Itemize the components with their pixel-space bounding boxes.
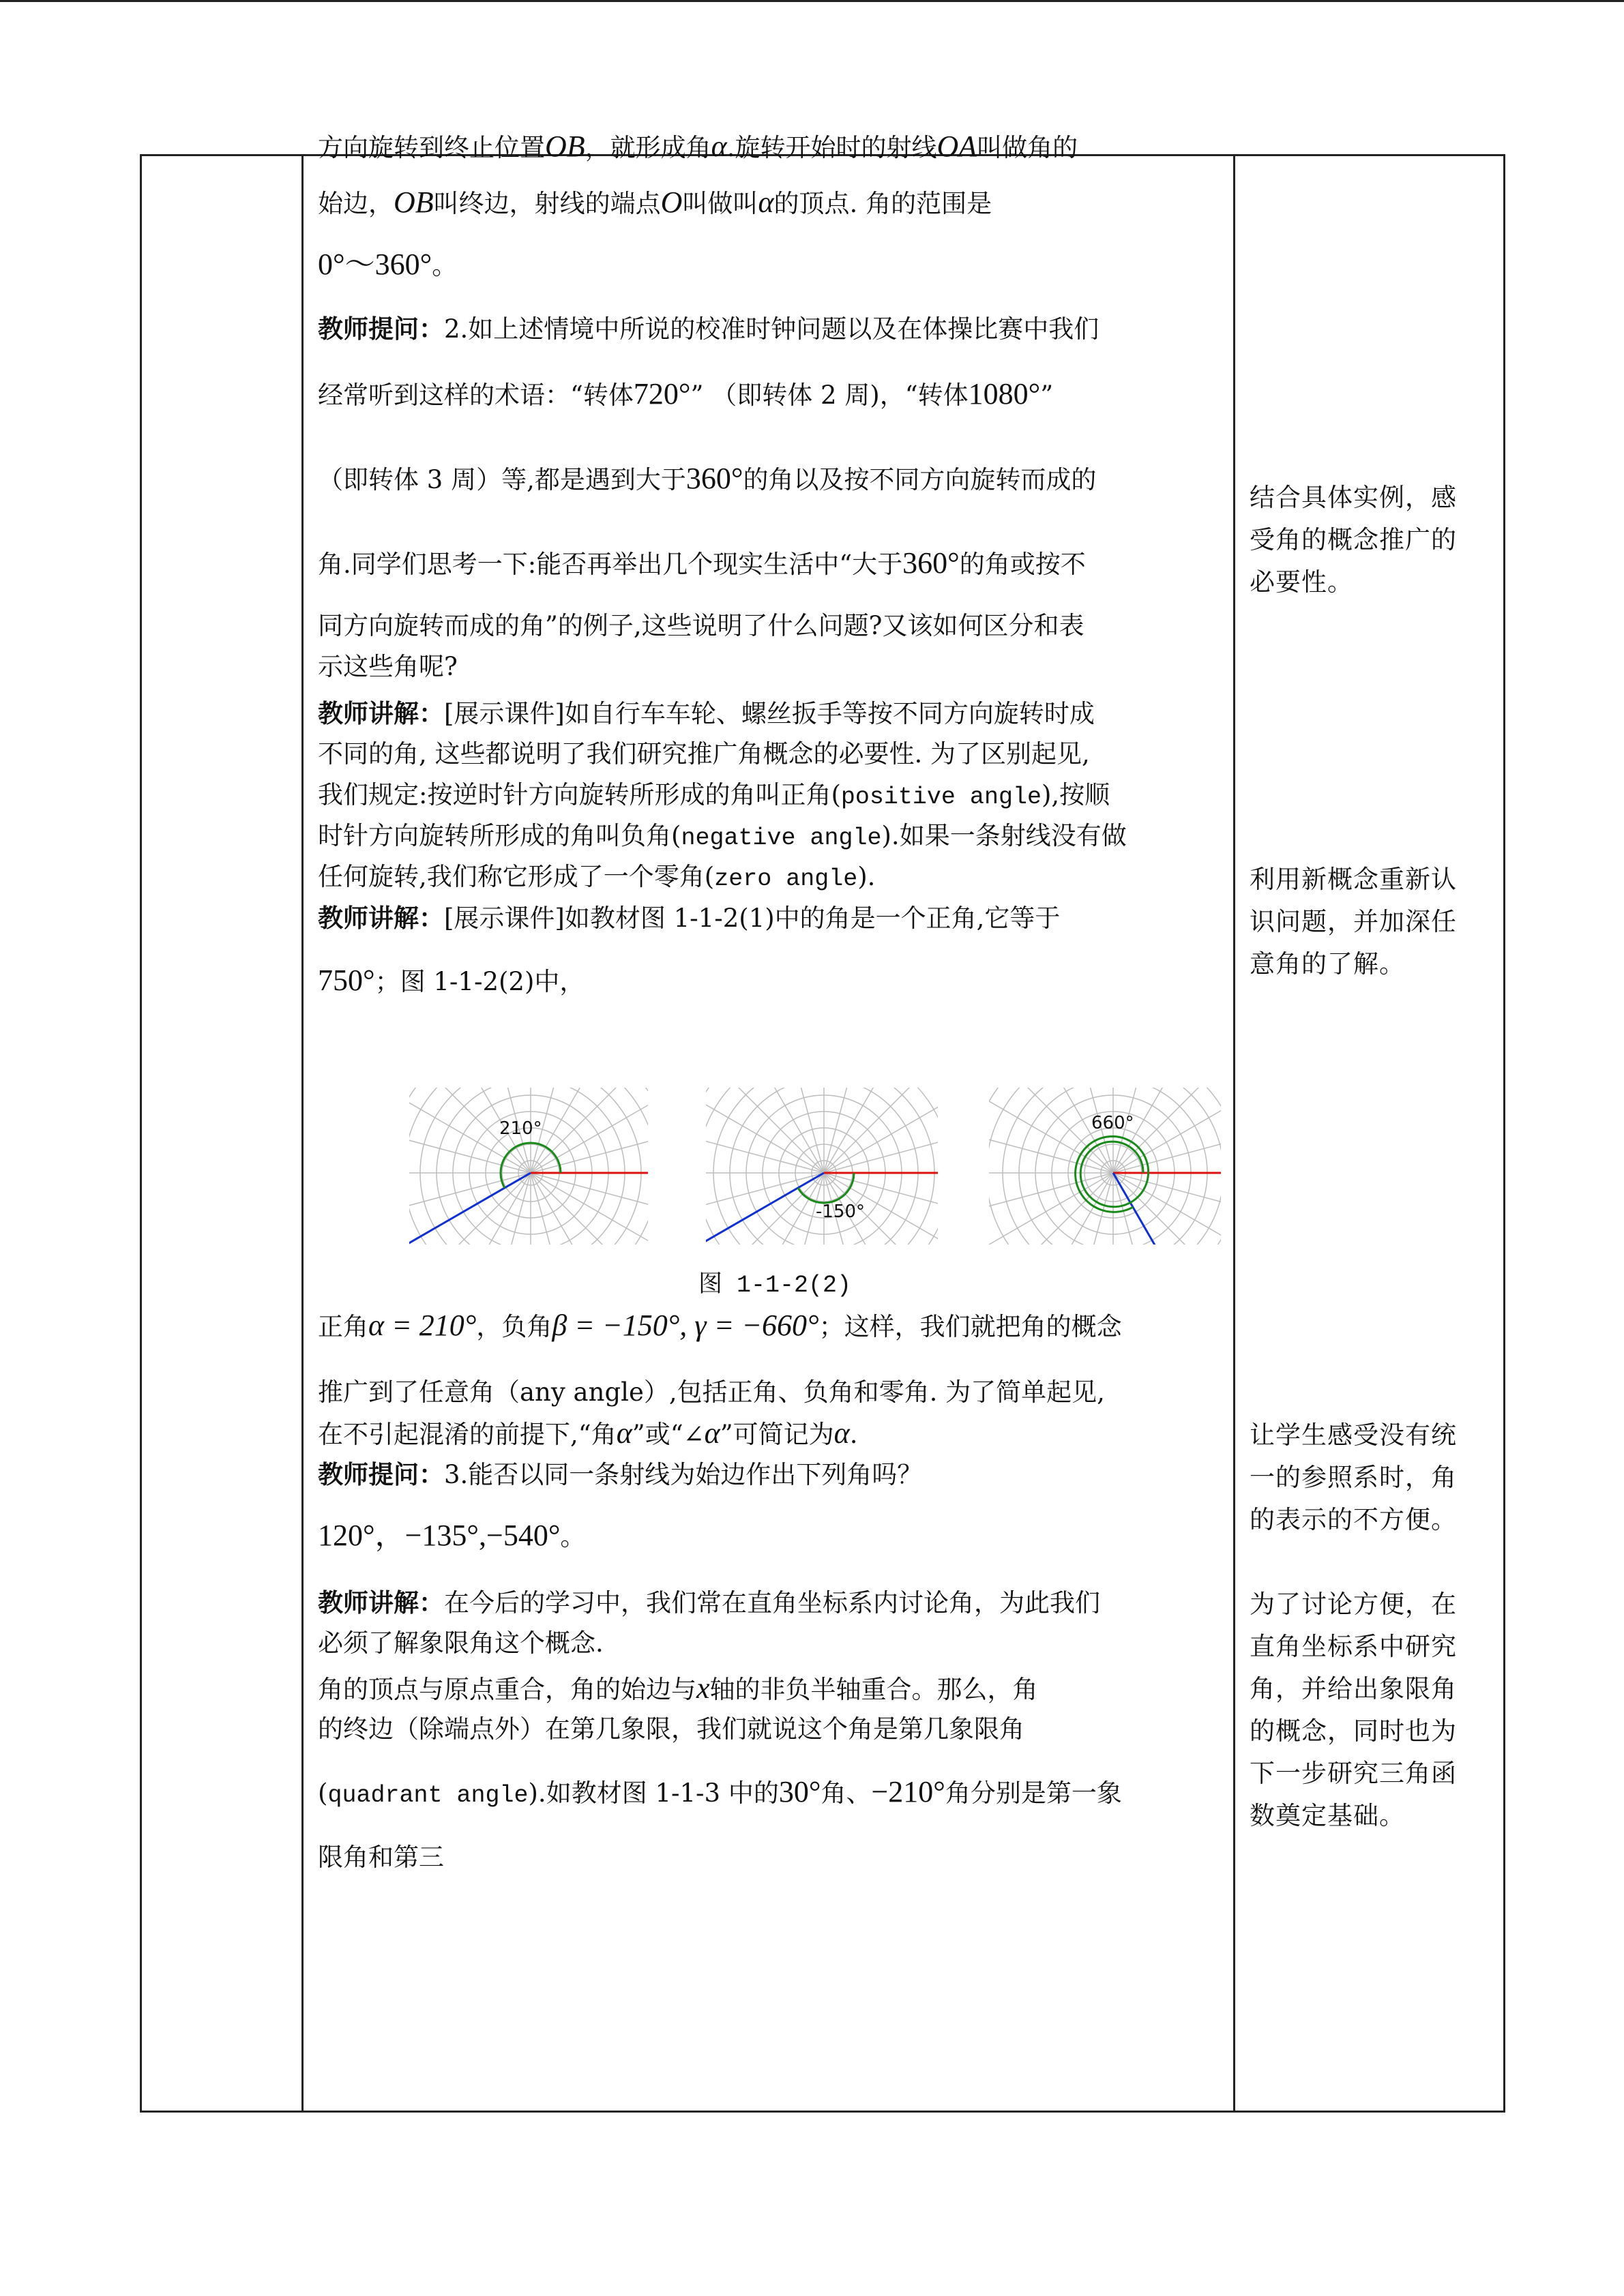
remark-line: 角，并给出象限角	[1250, 1674, 1457, 1703]
text-run: OB	[394, 185, 434, 219]
text-run: OB	[545, 130, 585, 163]
polar-panel	[909, 1081, 1318, 1244]
text-run: 叫终边，射线的端点	[433, 189, 661, 218]
text-run: α	[616, 1416, 632, 1450]
text-run: ；图 1-1-2(2)中，	[374, 967, 585, 996]
text-run: 经常听到这样的术语：“转体	[318, 381, 634, 410]
text-run: β = −150°, γ = −660°	[552, 1309, 819, 1342]
text-line	[318, 960, 1232, 1002]
text-run: O	[660, 185, 683, 219]
remark-line: 必要性。	[1250, 567, 1353, 597]
text-run: α	[704, 1416, 720, 1450]
text-run: （即转体 3 周）等,都是遇到大于	[318, 465, 686, 494]
text-run: zero angle	[714, 865, 858, 893]
text-line	[318, 693, 1232, 734]
text-run: 2.如上述情境中所说的校准时钟问题以及在体操比赛中我们	[444, 314, 1099, 344]
text-line	[318, 1372, 1232, 1413]
text-run: α	[833, 1416, 850, 1450]
remark-line: 受角的概念推广的	[1250, 525, 1457, 554]
text-run: 。	[560, 1522, 586, 1551]
text-run: 在今后的学习中，我们常在直角坐标系内讨论角，为此我们	[444, 1588, 1100, 1617]
text-line	[318, 126, 1232, 168]
text-run: 推广到了任意角（any angle）,包括正角、负角和零角. 为了简单起见,	[318, 1377, 1105, 1407]
angle-label: -150°	[816, 1202, 866, 1222]
text-line	[318, 182, 1232, 224]
text-line	[318, 1454, 1232, 1495]
text-line	[318, 244, 1232, 286]
text-line	[318, 1413, 1232, 1455]
section-label: 教师提问：	[318, 314, 444, 344]
text-run: 1080°	[968, 377, 1041, 411]
text-run: 轴的非负半轴重合。那么，角	[709, 1675, 1038, 1704]
text-run: positive angle	[840, 784, 1042, 811]
angle-label: 210°	[499, 1118, 542, 1139]
text-run: 必须了解象限角这个概念.	[318, 1628, 604, 1658]
remark-line: 数奠定基础。	[1250, 1801, 1405, 1830]
remark-line: 利用新概念重新认	[1250, 865, 1457, 894]
figure-svg	[409, 1081, 1555, 1244]
remark-block	[1250, 859, 1495, 985]
text-run: 750°	[318, 964, 375, 997]
text-line	[318, 1772, 1232, 1816]
text-line	[318, 897, 1232, 939]
text-run: 的角以及按不同方向旋转而成的	[743, 465, 1097, 494]
text-run: ，就形成角	[585, 133, 711, 162]
polar-panel	[619, 1081, 1029, 1244]
text-run: 30°	[778, 1775, 821, 1808]
text-line	[318, 1668, 1232, 1710]
remark-block	[1250, 1414, 1495, 1541]
table-col-divider-1	[301, 154, 304, 2113]
remark-line: 一的参照系时，角	[1250, 1463, 1457, 1492]
text-line	[318, 775, 1232, 818]
remark-line: 为了讨论方便，在	[1250, 1590, 1457, 1619]
text-run: 方向旋转到终止位置	[318, 133, 545, 162]
text-run: negative angle	[681, 824, 882, 852]
text-run: [展示课件]如自行车车轮、螺丝扳手等按不同方向旋转时成	[444, 699, 1095, 728]
text-run: α	[758, 185, 774, 219]
text-run: ”	[1040, 381, 1054, 410]
text-run: ).如果一条射线没有做	[881, 821, 1127, 850]
text-line	[318, 458, 1232, 501]
text-run: ).	[857, 862, 876, 891]
remark-line: 结合具体实例，感	[1250, 483, 1457, 512]
page-top-border	[0, 0, 1624, 2]
text-run: 0°～360°	[318, 248, 432, 281]
remark-line: 的概念，同时也为	[1250, 1716, 1457, 1746]
remark-line: 直角坐标系中研究	[1250, 1632, 1457, 1661]
text-line	[318, 1623, 1232, 1664]
text-run: ”可简记为	[720, 1420, 834, 1449]
text-line	[318, 543, 1232, 585]
remark-line: 的表示的不方便。	[1250, 1505, 1457, 1534]
text-run: 在不引起混淆的前提下,“角	[318, 1420, 617, 1449]
text-run: 时针方向旋转所形成的角叫负角(	[318, 821, 681, 850]
text-run: 角分别是第一象	[945, 1778, 1122, 1808]
text-run: −210°	[871, 1775, 945, 1808]
text-line	[318, 1582, 1232, 1624]
text-run: 3.能否以同一条射线为始边作出下列角吗？	[444, 1460, 923, 1489]
section-label: 教师提问：	[318, 1459, 444, 1489]
text-run: 始边，	[318, 189, 394, 218]
remark-line: 下一步研究三角函	[1250, 1759, 1457, 1788]
text-run: 120°，−135°,−540°	[318, 1519, 561, 1552]
remark-block	[1250, 1583, 1495, 1837]
section-label: 教师讲解：	[318, 903, 444, 933]
text-run: ，负角	[476, 1312, 552, 1341]
text-run: 。	[432, 251, 458, 280]
remark-line: 让学生感受没有统	[1250, 1420, 1457, 1450]
text-line	[318, 374, 1232, 416]
text-run: quadrant angle	[327, 1782, 529, 1809]
text-run: 的终边（除端点外）在第几象限，我们就说这个角是第几象限角	[318, 1714, 1024, 1744]
text-run: α = 210°	[368, 1309, 477, 1342]
text-run: 不同的角, 这些都说明了我们研究推广角概念的必要性. 为了区别起见,	[318, 739, 1090, 769]
section-label: 教师讲解：	[318, 1587, 444, 1617]
text-line	[318, 606, 1232, 646]
text-run: 我们规定:按逆时针方向旋转所形成的角叫正角(	[318, 780, 841, 809]
text-run: (	[318, 1778, 328, 1808]
text-run: ),按顺	[1041, 780, 1110, 809]
text-run: ”或“∠	[632, 1420, 705, 1449]
figure-caption: 图 1-1-2(2)	[698, 1272, 852, 1299]
text-run: 的顶点. 角的范围是	[773, 189, 992, 218]
text-line	[318, 646, 1232, 687]
text-run: .旋转开始时的射线	[726, 133, 937, 162]
text-line	[318, 816, 1232, 859]
text-line	[318, 1305, 1232, 1347]
text-run: 同方向旋转而成的角”的例子,这些说明了什么问题?又该如何区分和表	[318, 611, 1084, 640]
text-run: 叫做角的	[977, 133, 1078, 162]
text-run: ).如教材图 1-1-3 中的	[528, 1778, 779, 1808]
text-run: 限角和第三	[318, 1843, 444, 1872]
section-label: 教师讲解：	[318, 698, 444, 728]
text-run: 叫做叫	[682, 189, 758, 218]
text-run: 360°	[685, 462, 743, 495]
text-run: .	[849, 1420, 858, 1449]
text-line	[318, 308, 1232, 350]
remark-line: 识问题，并加深任	[1250, 907, 1457, 936]
text-run: 的角或按不	[959, 550, 1086, 579]
text-run: ；这样，我们就把角的概念	[818, 1312, 1122, 1341]
text-run: x	[696, 1671, 710, 1705]
text-run: α	[711, 130, 727, 163]
remark-line: 意角的了解。	[1250, 949, 1405, 979]
text-run: 角的顶点与原点重合，角的始边与	[318, 1675, 696, 1704]
text-run: [展示课件]如教材图 1-1-2(1)中的角是一个正角,它等于	[444, 904, 1061, 933]
terminal-side	[1113, 1173, 1202, 1244]
angle-label: 660°	[1091, 1113, 1134, 1133]
text-run: 角.同学们思考一下:能否再举出几个现实生活中“大于	[318, 550, 903, 579]
text-line	[318, 856, 1232, 899]
text-line	[318, 1515, 1232, 1557]
remark-block	[1250, 477, 1495, 603]
text-run: 角、	[821, 1778, 872, 1808]
text-run: OA	[936, 130, 977, 163]
text-run: 360°	[902, 546, 960, 580]
text-run: ” （即转体 2 周)，“转体	[690, 381, 969, 410]
text-run: 任何旋转,我们称它形成了一个零角(	[318, 862, 715, 891]
text-run: 示这些角呢?	[318, 652, 458, 681]
text-line	[318, 1837, 1232, 1878]
text-line	[318, 1709, 1232, 1750]
text-run: 正角	[318, 1312, 368, 1341]
polar-angle-figures	[409, 1081, 1555, 1247]
text-run: 720°	[633, 377, 691, 411]
polar-panel	[409, 1081, 735, 1244]
text-line	[318, 734, 1232, 775]
